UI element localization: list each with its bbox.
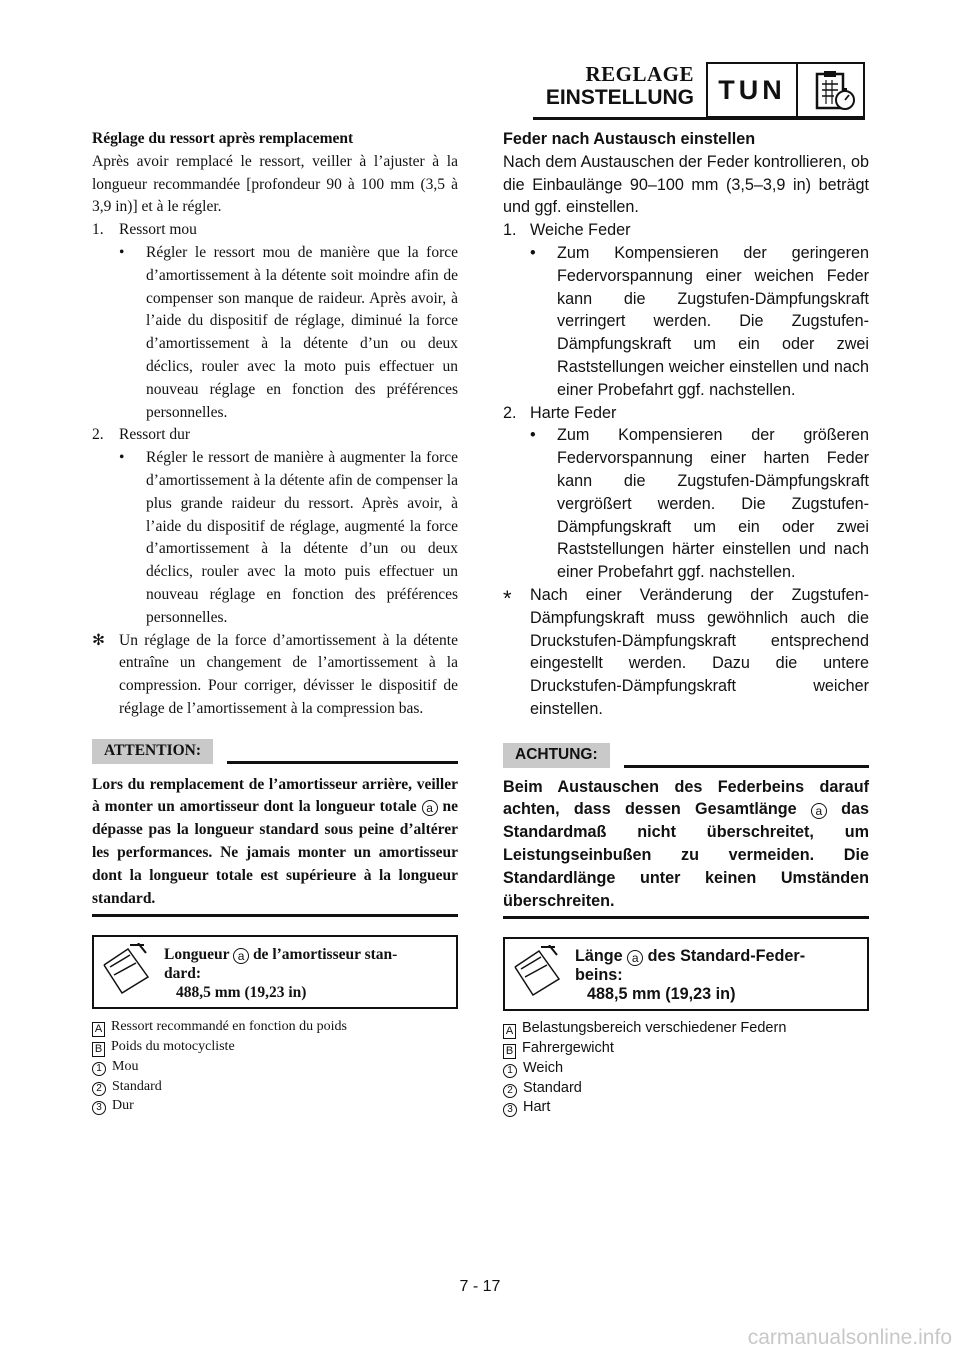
- legend-text: Belastungsbereich verschiedener Federn: [522, 1020, 787, 1037]
- note: [503, 584, 869, 721]
- legend-text: Fahrergewicht: [522, 1040, 614, 1057]
- circled-a-marker: a: [422, 800, 438, 816]
- bullet-text: Zum Kompensieren der geringeren Federvorspannung einer weichen Feder kann die Zugstufen-Dämpfungskraft verringert werden. Die Zugstufen-Dämpfungskraft um ein oder zwei Raststellungen weicher einstellen und nach einer Probefahrt ggf. nachstellen.: [557, 243, 869, 399]
- warning-end-rule: [503, 916, 869, 919]
- warning-rule: [624, 765, 869, 768]
- spec-box: [503, 937, 869, 1011]
- warning-text: [503, 776, 869, 913]
- note-symbol: ✻: [92, 631, 105, 649]
- note-text: Nach einer Veränderung der Zugstufen-Dämpfungskraft muss gewöhnlich auch die Druckstufen-Dämpfungskraft entsprechend eingestellt werden. Dazu die untere Druckstufen-Dämpfungskraft weicher einstellen.: [530, 585, 869, 718]
- bullet-item: [92, 242, 458, 424]
- legend-text: Standard: [523, 1079, 582, 1096]
- legend-text: Standard: [112, 1078, 162, 1094]
- legend-text: Hart: [523, 1099, 551, 1116]
- legend-key: 2: [503, 1084, 517, 1098]
- wrench-spec-icon: [511, 945, 561, 1001]
- watermark: carmanualsonline.info: [747, 1326, 952, 1349]
- section-divider: [796, 64, 798, 116]
- legend-item: [503, 1098, 869, 1118]
- legend-text: Ressort recommandé en fonction du poids: [111, 1019, 348, 1035]
- list-label: Weiche Feder: [530, 221, 631, 240]
- german-column: [503, 128, 869, 1118]
- list-number: 1.: [503, 221, 517, 240]
- clipboard-stopwatch-icon: [814, 70, 858, 112]
- note: [92, 630, 458, 721]
- legend-item: [503, 1019, 869, 1039]
- legend-item: [92, 1096, 458, 1116]
- warning-label: ATTENTION:: [92, 739, 213, 764]
- legend-key: 3: [92, 1101, 106, 1115]
- warning-text-post: ne dépasse pas la longueur standard sous peine d’altérer les performances. Ne jamais monter un amortisseur dont la longueur totale est supérieure à la longueur standard.: [92, 798, 458, 907]
- bullet: •: [119, 243, 125, 261]
- list-number: 2.: [92, 426, 104, 444]
- spec-line-1: [575, 947, 805, 966]
- intro-paragraph: Nach dem Austauschen der Feder kontrollieren, ob die Einbaulänge 90–100 mm (3,5–3,9 in) beträgt und ggf. einstellen.: [503, 152, 869, 217]
- bullet-text: Zum Kompensieren der größeren Federvorspannung einer harten Feder kann die Zugstufen-Dämpfungskraft vergrößert werden. Die Zugstufen-Dämpfungskraft um ein oder zwei Raststellungen härter einstellen und nach einer Probefahrt ggf. nachstellen.: [557, 426, 869, 582]
- warning-text: [92, 774, 458, 911]
- list-label: Harte Feder: [530, 403, 617, 422]
- bullet-text: Régler le ressort de manière à augmenter la force d’amortissement à la détente afin de compenser la plus grande raideur du ressort. Après avoir, à l’aide du dispositif de réglage, augmenté la force d’amortissement à la détente d’un ou deux déclics, rouler avec la moto puis effectuer un nouveau réglage en fonction des préférences personnelles.: [146, 449, 458, 626]
- legend-item: [92, 1037, 458, 1057]
- list-label: Ressort mou: [119, 221, 197, 239]
- bullet-item: [92, 447, 458, 629]
- circled-a-marker: a: [627, 950, 643, 966]
- spec-box: [92, 935, 458, 1009]
- bullet-item: [503, 424, 869, 584]
- section-heading: Réglage du ressort après remplacement: [92, 130, 354, 147]
- bullet: •: [119, 449, 125, 467]
- warning-text-pre: Beim Austauschen des Federbeins darauf achten, dass dessen Gesamtlänge: [503, 777, 869, 819]
- list-item: [92, 424, 458, 447]
- legend-item: [503, 1059, 869, 1079]
- list-number: 1.: [92, 221, 104, 239]
- bullet: •: [530, 243, 536, 262]
- legend-key: A: [92, 1022, 105, 1037]
- spec-label-pre: Longueur: [164, 946, 230, 964]
- bullet: •: [530, 426, 536, 445]
- legend-key: 1: [503, 1064, 517, 1078]
- header-title-fr: REGLAGE: [585, 62, 694, 86]
- spec-line-1: [164, 945, 397, 964]
- spec-label-post: des Standard-Feder-: [647, 947, 806, 966]
- warning-header: [503, 743, 869, 768]
- section-code: TUN: [718, 75, 786, 105]
- legend-key: 3: [503, 1103, 517, 1117]
- legend: [92, 1017, 458, 1116]
- warning-text-post: das Standardmaß nicht überschreitet, um Leistungseinbußen zu vermeiden. Die Standardlänge unter keinen Umständen überschreiten.: [503, 800, 869, 910]
- spec-label-pre: Länge: [575, 947, 623, 966]
- warning-label: ACHTUNG:: [503, 743, 610, 768]
- warning-end-rule: [92, 914, 458, 917]
- legend-item: [92, 1077, 458, 1097]
- circled-a-marker: a: [233, 948, 249, 964]
- legend-item: [92, 1017, 458, 1037]
- list-item: [503, 402, 869, 425]
- legend-text: Dur: [112, 1098, 134, 1114]
- intro-paragraph: Après avoir remplacé le ressort, veiller à l’ajuster à la longueur recommandée [profondeur 90 à 100 mm (3,5 à 3,9 in)] et à le régler.: [92, 152, 458, 216]
- note-text: Un réglage de la force d’amortissement à la détente entraîne un changement de l’amortissement à la compression. Pour corriger, dévisser le dispositif de réglage de l’amortissement à la compression bas.: [119, 631, 458, 717]
- french-column: [92, 128, 458, 1116]
- section-heading: Feder nach Austausch einstellen: [503, 130, 756, 148]
- wrench-spec-icon: [100, 943, 150, 999]
- legend-key: B: [503, 1044, 516, 1059]
- section-badge: [706, 62, 865, 118]
- list-item: [92, 219, 458, 242]
- legend-key: A: [503, 1024, 516, 1039]
- legend-item: [503, 1079, 869, 1099]
- legend-text: Poids du motocycliste: [111, 1039, 235, 1055]
- spec-label-post: de l’amortisseur stan-: [252, 946, 398, 964]
- spec-line-2: beins:: [575, 966, 623, 985]
- spec-value: 488,5 mm (19,23 in): [587, 985, 736, 1004]
- legend-key: B: [92, 1042, 105, 1057]
- list-label: Ressort dur: [119, 426, 191, 444]
- legend-text: Weich: [523, 1060, 564, 1077]
- note-symbol: *: [503, 585, 512, 611]
- list-item: [503, 219, 869, 242]
- legend-item: [503, 1039, 869, 1059]
- legend-item: [92, 1057, 458, 1077]
- warning-rule: [227, 761, 458, 764]
- page-number: 7 - 17: [459, 1278, 501, 1295]
- list-number: 2.: [503, 403, 517, 422]
- bullet-item: [503, 242, 869, 402]
- header-title-de: EINSTELLUNG: [545, 86, 694, 109]
- bullet-text: Régler le ressort mou de manière que la force d’amortissement à la détente soit moindre afin de compenser son manque de raideur. Après avoir, à l’aide du dispositif de réglage, diminué la force d’amortissement à la détente d’un ou deux déclics, rouler avec la moto puis effectuer un nouveau réglage en fonction des préférences personnelles.: [146, 243, 458, 421]
- legend-key: 2: [92, 1082, 106, 1096]
- warning-header: [92, 739, 458, 764]
- legend: [503, 1019, 869, 1118]
- legend-key: 1: [92, 1062, 106, 1076]
- circled-a-marker: a: [811, 803, 827, 819]
- spec-value: 488,5 mm (19,23 in): [176, 984, 307, 1002]
- spec-text: [575, 947, 805, 1004]
- legend-text: Mou: [112, 1059, 139, 1075]
- spec-line-2: dard:: [164, 965, 202, 983]
- warning-text-pre: Lors du remplacement de l’amortisseur arrière, veiller à monter un amortisseur dont la longueur totale: [92, 775, 458, 816]
- spec-text: [164, 945, 397, 1002]
